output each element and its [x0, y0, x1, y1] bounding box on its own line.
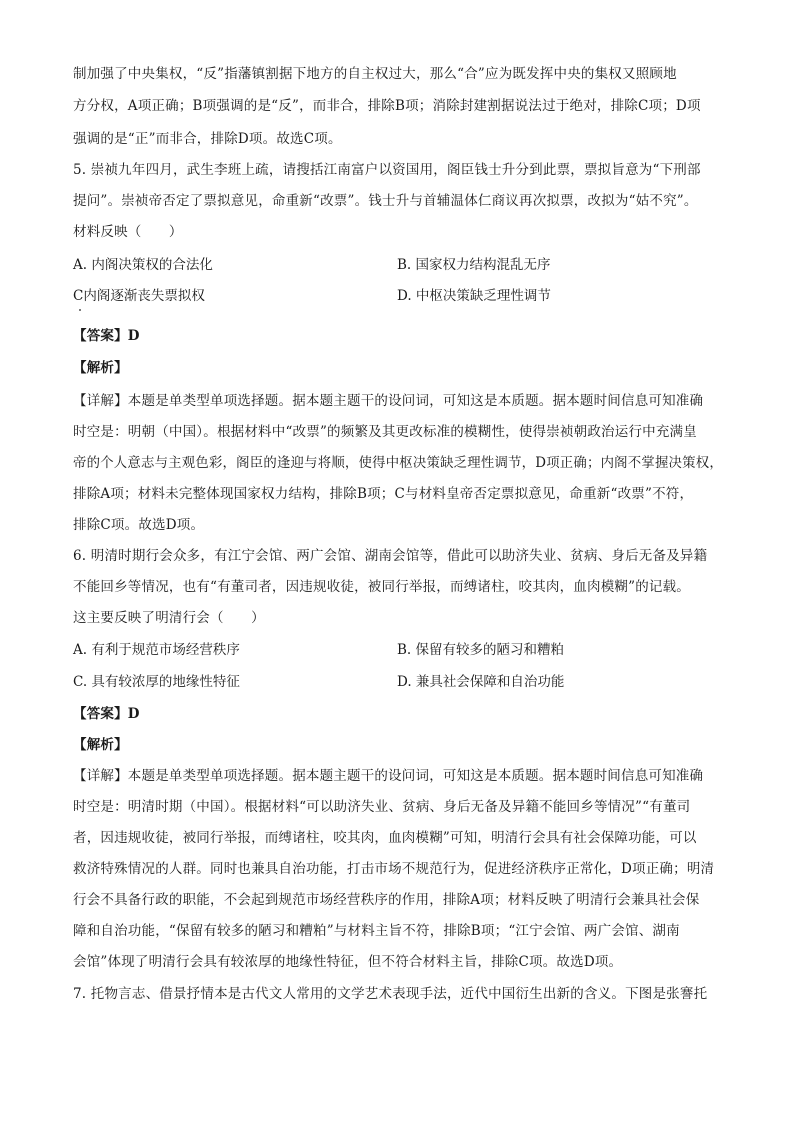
q5-detail-line: 时空是：明朝（中国）。根据材料中“改票”的频繁及其更改标准的模糊性，使得崇祯朝政治运行中充满皇 [73, 424, 697, 440]
q5-option-d: D. 中枢决策缺乏理性调节 [397, 288, 551, 304]
q6-detail-line: 障和自治功能，“保留有较多的陋习和糟粕”与材料主旨不符，排除B项；“江宁会馆、两广会馆、湖南 [73, 923, 680, 939]
q6-option-b: B. 保留有较多的陋习和糟粕 [397, 642, 565, 658]
q5-detail-line: 【详解】本题是单类型单项选择题。据本题主题干的设问词，可知这是本质题。据本题时间信息可知准确 [73, 393, 704, 409]
q6-detail-line: 者，因违规收徒，被同行举报，而缚诸柱，咬其肉，血肉模糊”可知，明清行会具有社会保障功能，可以 [73, 830, 697, 846]
q7-stem-line: 7. 托物言志、借景抒情本是古代文人常用的文学艺术表现手法，近代中国衍生出新的含义。下图是张謇托 [73, 986, 708, 1002]
q6-stem-line: 这主要反映了明清行会（ ） [73, 610, 265, 626]
q5-detail-line: 帝的个人意志与主观色彩，阁臣的逢迎与将顺，使得中枢决策缺乏理性调节，D项正确；内阁不掌握决策权， [73, 455, 723, 471]
q5-detail-line: 排除A项；材料未完整体现国家权力结构，排除B项；C与材料皇帝否定票拟意见，命重新“改票”不符， [73, 486, 694, 502]
q6-answer: 【答案】D [73, 706, 140, 722]
q6-detail-line: 会馆”体现了明清行会具有较浓厚的地缘性特征，但不符合材料主旨，排除C项。故选D项。 [73, 954, 623, 970]
q5-stem-line: 5. 崇祯九年四月，武生李班上疏，请搜括江南富户以资国用，阁臣钱士升分到此票，票拟旨意为“下刑部 [73, 162, 701, 178]
q5-stem-line: 提问”。崇祯帝否定了票拟意见，命重新“改票”。钱士升与首辅温体仁商议再次拟票，改拟为“姑不究”。 [73, 193, 698, 209]
stray-dot [79, 309, 81, 311]
q5-option-b: B. 国家权力结构混乱无序 [397, 257, 551, 273]
q6-detail-line: 行会不具备行政的职能，不会起到规范市场经营秩序的作用，排除A项；材料反映了明清行会兼具社会保 [73, 892, 700, 908]
q5-answer: 【答案】D [73, 328, 140, 344]
intro-line: 强调的是“正”而非合，排除D项。故选C项。 [73, 131, 342, 147]
q6-option-a: A. 有利于规范市场经营秩序 [73, 642, 240, 658]
intro-line: 方分权，A项正确；B项强调的是“反”，而非合，排除B项；消除封建割据说法过于绝对，排除C项；D项 [73, 98, 701, 114]
q6-option-c: C. 具有较浓厚的地缘性特征 [73, 674, 240, 690]
q5-option-c: C内阁逐渐丧失票拟权 [73, 288, 205, 304]
q5-analysis-label: 【解析】 [73, 360, 128, 376]
q6-stem-line: 6. 明清时期行会众多，有江宁会馆、两广会馆、湖南会馆等，借此可以助济失业、贫病、身后无备及异籍 [73, 548, 708, 564]
q5-detail-line: 排除C项。故选D项。 [73, 517, 205, 533]
q6-detail-line: 时空是：明清时期（中国）。根据材料“可以助济失业、贫病、身后无备及异籍不能回乡等情况”“有董司 [73, 799, 691, 815]
q6-analysis-label: 【解析】 [73, 737, 128, 753]
q6-option-d: D. 兼具社会保障和自治功能 [397, 674, 565, 690]
q5-stem-line: 材料反映（ ） [73, 224, 183, 240]
q6-stem-line: 不能回乡等情况，也有“有董司者，因违规收徒，被同行举报，而缚诸柱，咬其肉，血肉模糊”的记载。 [73, 579, 691, 595]
q5-option-a: A. 内阁决策权的合法化 [73, 257, 213, 273]
q6-detail-line: 【详解】本题是单类型单项选择题。据本题主题干的设问词，可知这是本质题。据本题时间信息可知准确 [73, 768, 704, 784]
intro-line: 制加强了中央集权，“反”指藩镇割据下地方的自主权过大，那么“合”应为既发挥中央的集权又照顾地 [73, 66, 677, 82]
q6-detail-line: 救济特殊情况的人群。同时也兼具自治功能，打击市场不规范行为，促进经济秩序正常化，D项正确；明清 [73, 861, 715, 877]
